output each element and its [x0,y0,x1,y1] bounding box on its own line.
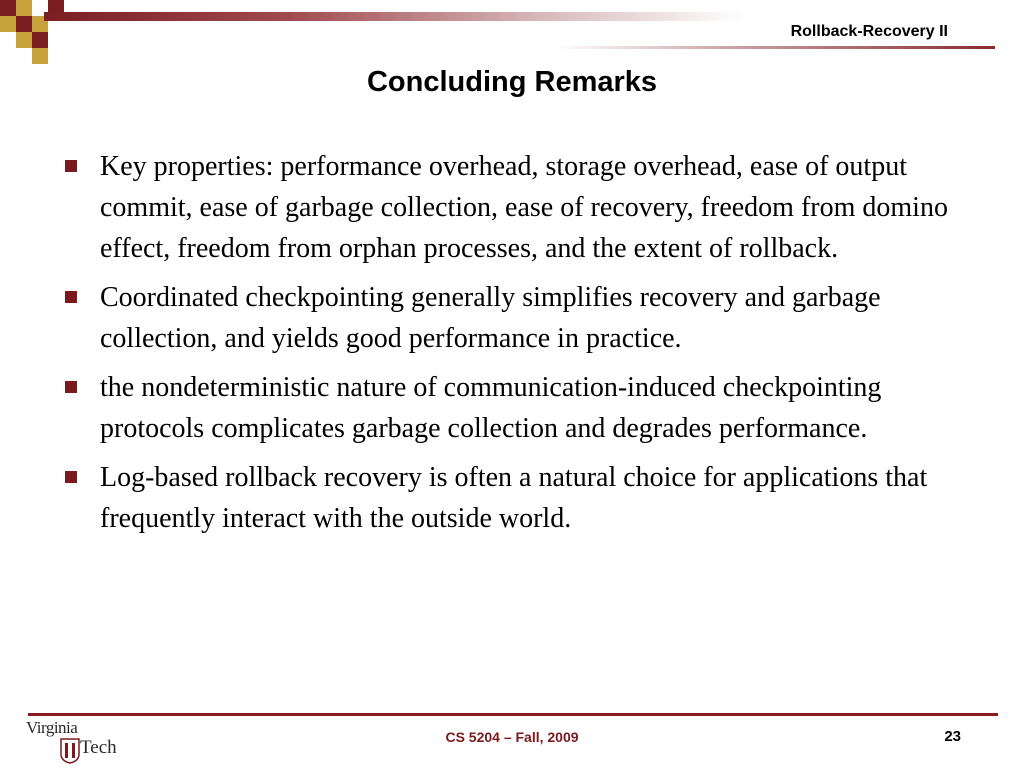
bullet-text: Key properties: performance overhead, storage overhead, ease of output commit, ease of garbage collection, ease of recovery, freedom from domino effect, freedom from orphan processes, and the extent of rollback. [100,151,948,264]
bullet-list [62,146,972,547]
page-number: 23 [944,728,961,745]
bullet-text: the nondeterministic nature of communication-induced checkpointing protocols complicates garbage collection and degrades performance. [100,372,882,444]
list-item [62,146,972,269]
list-item [62,457,972,539]
list-item [62,277,972,359]
bullet-text: Log-based rollback recovery is often a natural choice for applications that frequently interact with the outside world. [100,462,928,534]
list-item [62,367,972,449]
footer-rule [28,713,998,716]
square-bullet-icon [65,471,77,483]
slide-title: Concluding Remarks [366,66,658,98]
header-title: Rollback-Recovery II [790,23,948,40]
square-bullet-icon [65,291,77,303]
header-bar [44,12,744,21]
bullet-text: Coordinated checkpointing generally simplifies recovery and garbage collection, and yields good performance in practice. [100,282,881,354]
logo-text-tech: Tech [80,737,117,758]
square-bullet-icon [65,381,77,393]
square-bullet-icon [65,160,77,172]
header-rule [555,46,995,49]
logo-text-virginia: Virginia [26,718,78,737]
footer-course: CS 5204 – Fall, 2009 [445,729,579,745]
header-decoration [0,0,80,70]
